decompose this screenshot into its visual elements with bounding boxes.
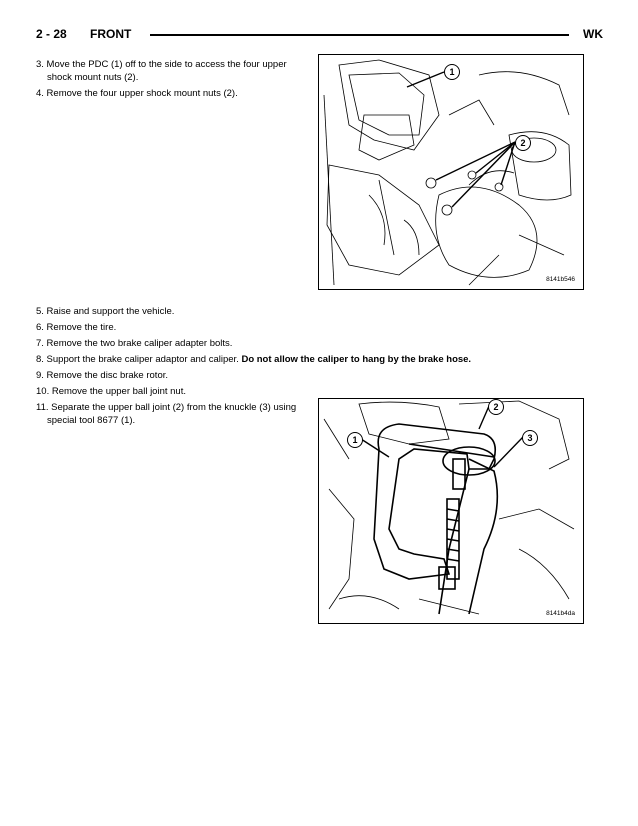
figure-id: 8141b4da <box>546 610 575 617</box>
page-number: 2 - 28 <box>36 27 67 41</box>
step-8-warning: Do not allow the caliper to hang by the brake hose. <box>241 354 472 365</box>
step-9: 9. Remove the disc brake rotor. <box>36 370 169 381</box>
figure-1-illustration <box>319 55 583 289</box>
section-title: FRONT <box>90 27 132 41</box>
figure-id: 8141b546 <box>546 276 575 283</box>
callout-1: 1 <box>444 64 460 80</box>
figure-ball-joint-separator <box>318 398 584 624</box>
step-5: 5. Raise and support the vehicle. <box>36 306 175 317</box>
header-rule <box>150 34 569 36</box>
callout-2: 2 <box>515 135 531 151</box>
callout-3: 3 <box>522 430 538 446</box>
step-3: 3. Move the PDC (1) off to the side to access the four upper shock mount nuts (2). <box>36 59 287 83</box>
step-6: 6. Remove the tire. <box>36 322 117 333</box>
step-11: 11. Separate the upper ball joint (2) from the knuckle (3) using special tool 8677 (1). <box>36 402 297 426</box>
callout-2: 2 <box>488 399 504 415</box>
page-header <box>36 27 603 43</box>
step-7: 7. Remove the two brake caliper adapter bolts. <box>36 338 233 349</box>
step-8 <box>36 354 607 367</box>
callout-1: 1 <box>347 432 363 448</box>
model-code: WK <box>583 27 603 41</box>
step-10: 10. Remove the upper ball joint nut. <box>36 386 186 397</box>
step-4: 4. Remove the four upper shock mount nuts (2). <box>36 88 238 99</box>
step-8-text: 8. Support the brake caliper adaptor and caliper. <box>36 354 239 365</box>
figure-pdc-shock-mount <box>318 54 584 290</box>
